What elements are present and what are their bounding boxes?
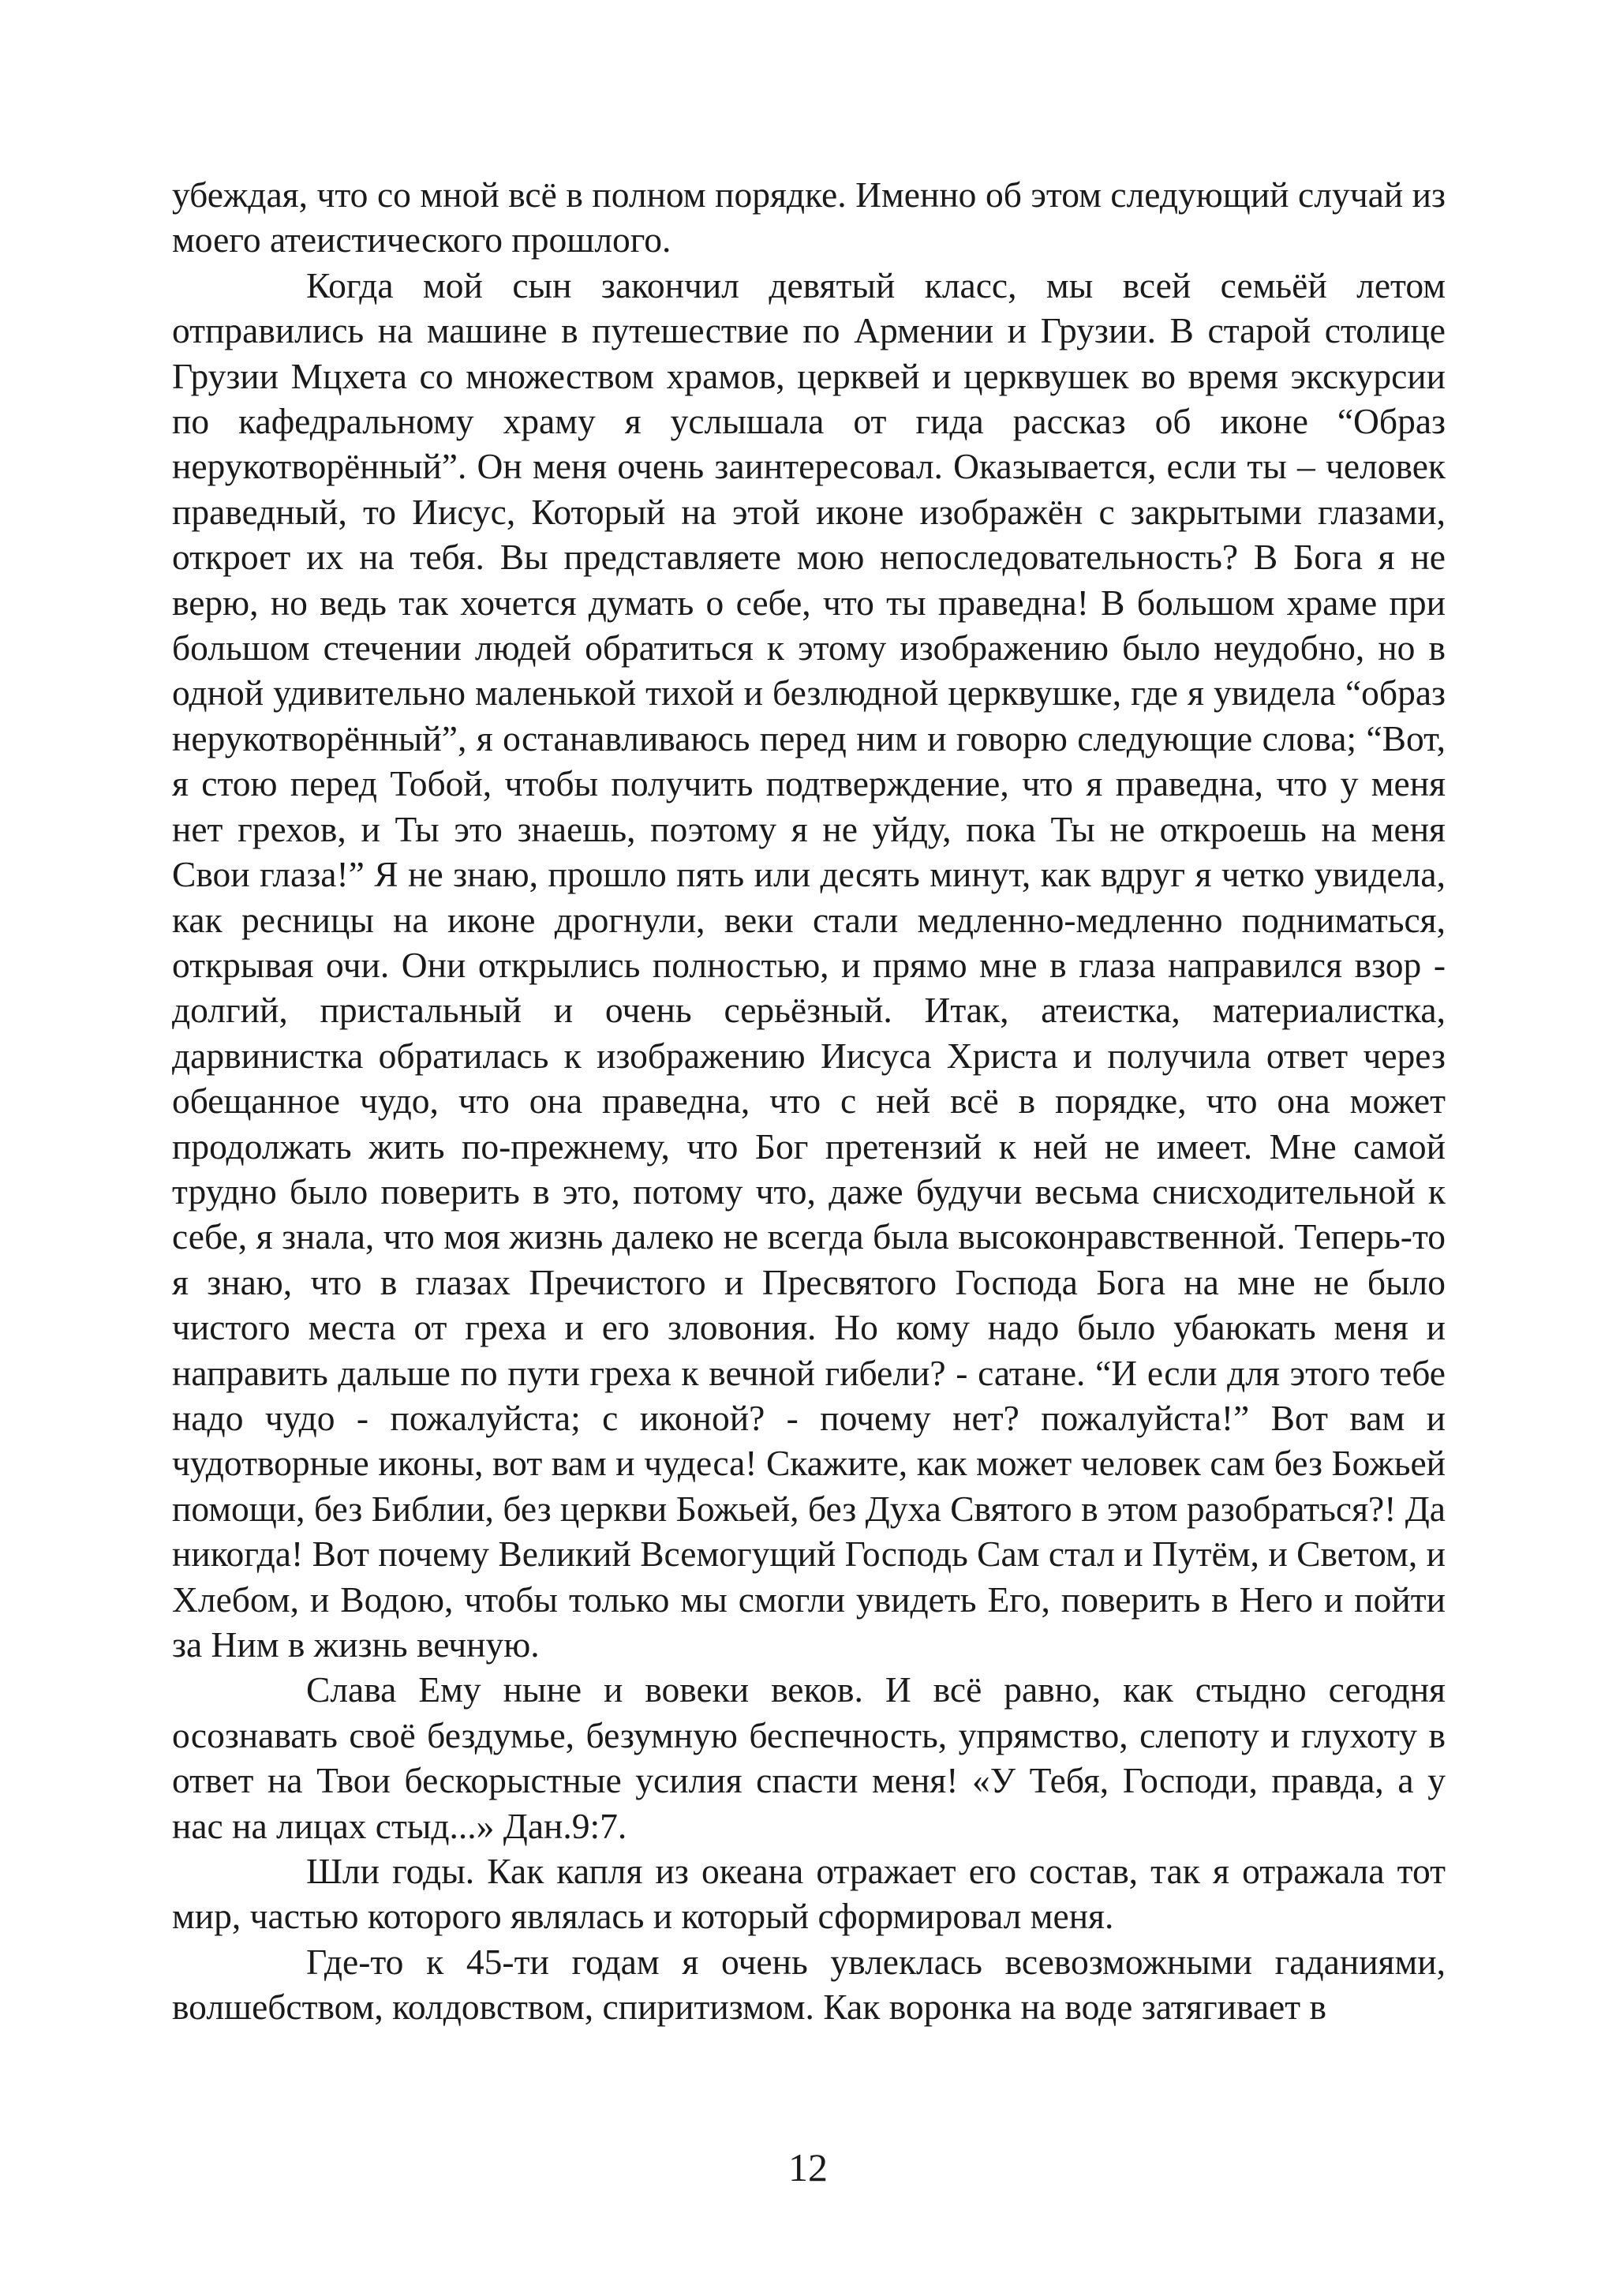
- body-text: [172, 172, 1446, 2030]
- paragraph-continuation: убеждая, что со мной всё в полном порядке. Именно об этом следующий случай из моего атеистического прошлого.: [172, 174, 1446, 260]
- paragraph-glory: Слава Ему ныне и вовеки веков. И всё равно, как стыдно сегодня осознавать своё бездумье, безумную беспечность, упрямство, слепоту и глухоту в ответ на Твои бескорыстные усилия спасти меня! «У Тебя, Господи, правда, а у нас на лицах стыд...» Дан.9:7.: [172, 1669, 1446, 1846]
- page-number: 12: [788, 2145, 828, 2189]
- paragraph-years: Шли годы. Как капля из океана отражает его состав, так я отражала тот мир, частью которого являлась и который сформировал меня.: [172, 1851, 1446, 1937]
- paragraph-divination: Где-то к 45-ти годам я очень увлеклась всевозможными гаданиями, волшебством, колдовством, спиритизмом. Как воронка на воде затягивает в: [172, 1941, 1446, 2028]
- paragraph-icon-story: Когда мой сын закончил девятый класс, мы всей семьёй летом отправились на машине в путешествие по Армении и Грузии. В старой столице Грузии Мцхета со множеством храмов, церквей и церквушек во время экскурсии по кафедральному храму я услышала от гида рассказ об иконе “Образ нерукотворённый”. Он меня очень заинтересовал. Оказывается, если ты – человек праведный, то Иисус, Который на этой иконе изображён с закрытыми глазами, откроет их на тебя. Вы представляете мою непоследовательность? В Бога я не верю, но ведь так хочется думать о себе, что ты праведна! В большом храме при большом стечении людей обратиться к этому изображению было неудобно, но в одной удивительно маленькой тихой и безлюдной церквушке, где я увидела “образ нерукотворённый”, я останавливаюсь перед ним и говорю следующие слова; “Вот, я стою перед Тобой, чтобы получить подтверждение, что я праведна, что у меня нет грехов, и Ты это знаешь, поэтому я не уйду, пока Ты не откроешь на меня Свои глаза!” Я не знаю, прошло пять или десять минут, как вдруг я четко увидела, как ресницы на иконе дрогнули, веки стали медленно-медленно подниматься, открывая очи. Они открылись полностью, и прямо мне в глаза направился взор - долгий, пристальный и очень серьёзный. Итак, атеистка, материалистка, дарвинистка обратилась к изображению Иисуса Христа и получила ответ через обещанное чудо, что она праведна, что с ней всё в порядке, что она может продолжать жить по-прежнему, что Бог претензий к ней не имеет. Мне самой трудно было поверить в это, потому что, даже будучи весьма снисходительной к себе, я знала, что моя жизнь далеко не всегда была высоконравственной. Теперь-то я знаю, что в глазах Пречистого и Пресвятого Господа Бога на мне не было чистого места от греха и его зловония. Но кому надо было убаюкать меня и направить дальше по пути греха к вечной гибели? - сатане. “И если для этого тебе надо чудо - пожалуйста; с иконой? - почему нет? пожалуйста!” Вот вам и чудотворные иконы, вот вам и чудеса! Скажите, как может человек сам без Божьей помощи, без Библии, без церкви Божьей, без Духа Святого в этом разобраться?! Да никогда! Вот почему Великий Всемогущий Господь Сам стал и Путём, и Светом, и Хлебом, и Водою, чтобы только мы смогли увидеть Его, поверить в Него и пойти за Ним в жизнь вечную.: [172, 264, 1446, 1665]
